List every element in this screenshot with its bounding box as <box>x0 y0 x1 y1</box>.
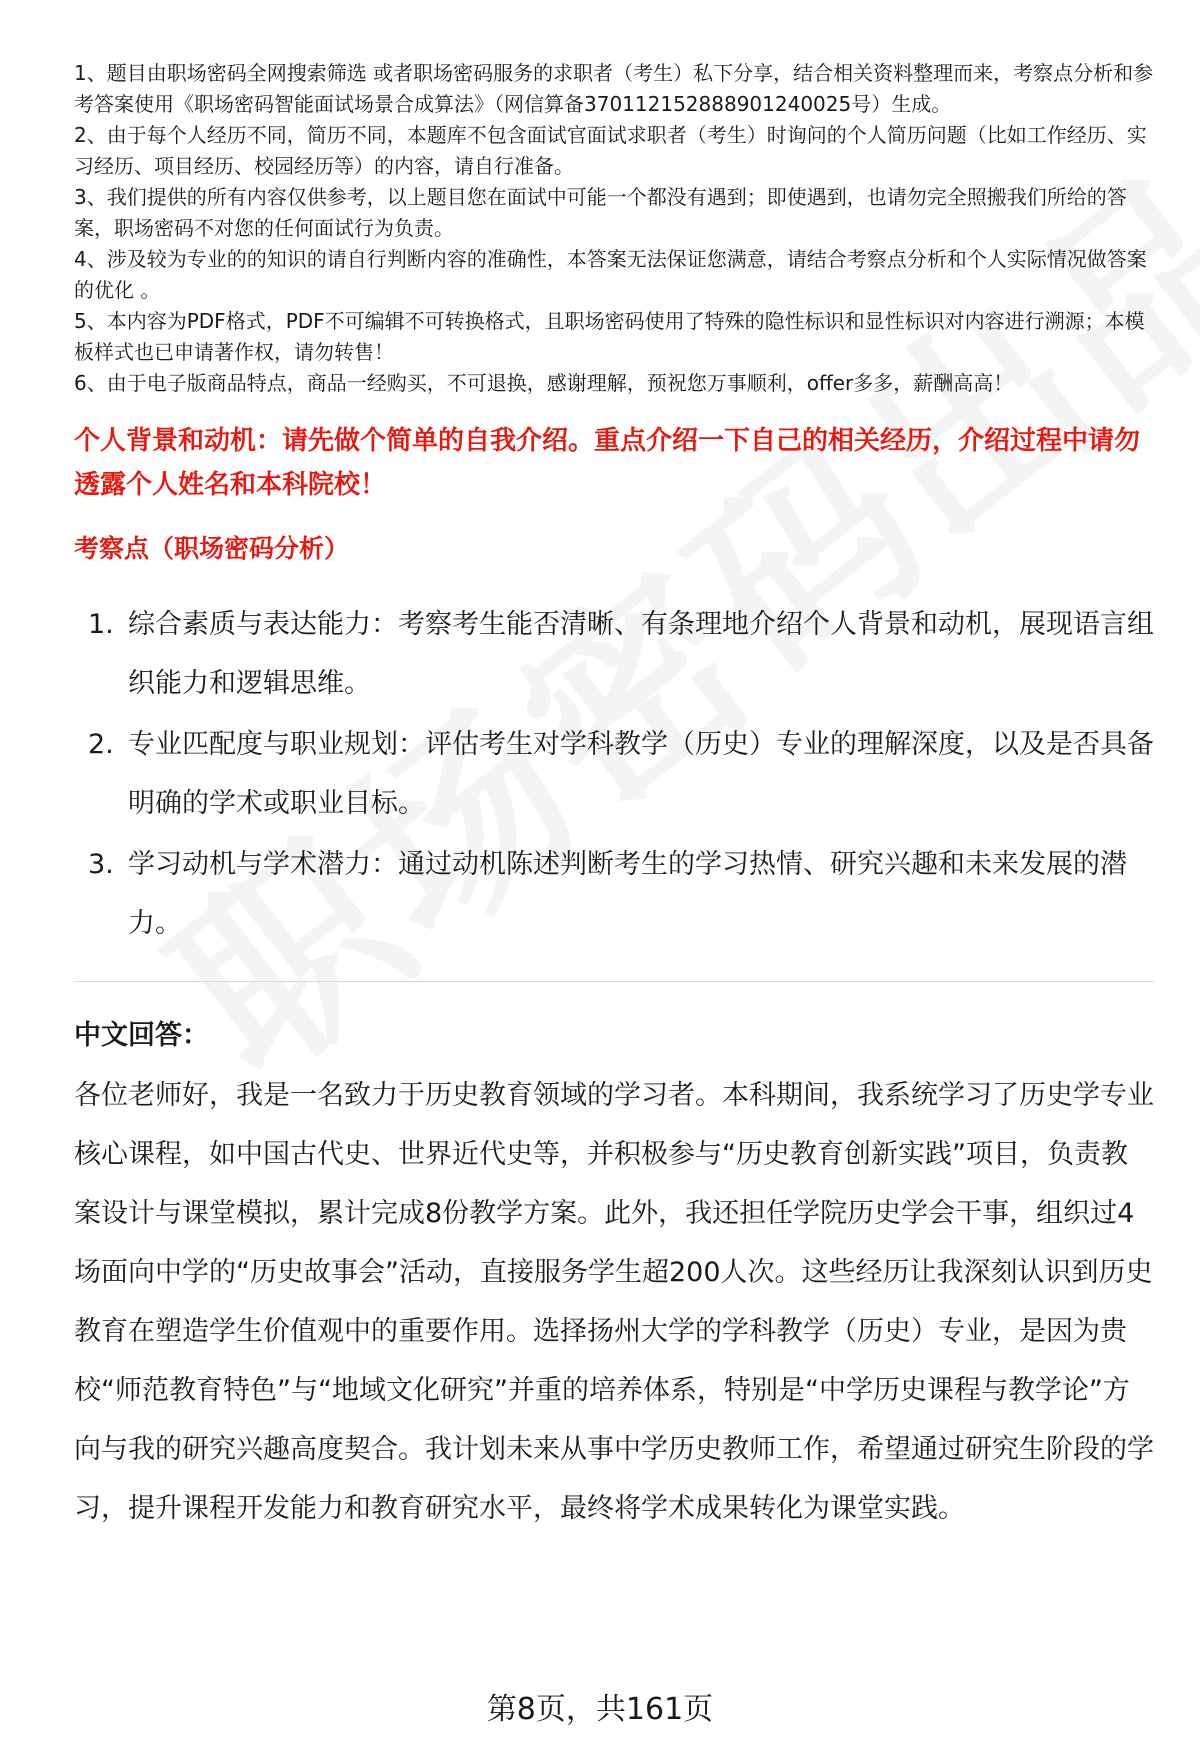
interview-question: 个人背景和动机：请先做个简单的自我介绍。重点介绍一下自己的相关经历，介绍过程中请勿透露个人姓名和本科院校！ <box>74 426 1141 500</box>
point-text: 综合素质与表达能力：考察考生能否清晰、有条理地介绍个人背景和动机，展现语言组织能力和逻辑思维。 <box>128 609 1154 699</box>
disclaimer-note: 1、题目由职场密码全网搜索筛选 或者职场密码服务的求职者（考生）私下分享，结合相关资料整理而来，考察点分析和参考答案使用《职场密码智能面试场景合成算法》（网信算备370112152888901240025号）生成。 <box>74 61 1154 116</box>
disclaimer-note: 6、由于电子版商品特点，商品一经购买，不可退换，感谢理解，预祝您万事顺利，offer多多，薪酬高高！ <box>74 371 1014 395</box>
analysis-point <box>74 835 1154 953</box>
document-page <box>74 58 1154 1538</box>
disclaimer-note: 2、由于每个人经历不同，简历不同，本题库不包含面试官面试求职者（考生）时询问的个人简历问题（比如工作经历、实习经历、项目经历、校园经历等）的内容，请自行准备。 <box>74 123 1147 178</box>
point-number: 3. <box>88 849 114 880</box>
point-text: 专业匹配度与职业规划：评估考生对学科教学（历史）专业的理解深度，以及是否具备明确的学术或职业目标。 <box>128 729 1154 819</box>
answer-title: 中文回答： <box>74 1020 209 1051</box>
disclaimer-note: 4、涉及较为专业的的知识的请自行判断内容的准确性，本答案无法保证您满意，请结合考察点分析和个人实际情况做答案的优化 。 <box>74 247 1147 302</box>
page-number-footer: 第8页，共161页 <box>486 1692 714 1727</box>
point-number: 2. <box>88 729 114 760</box>
analysis-points-list <box>74 595 1154 953</box>
point-text: 学习动机与学术潜力：通过动机陈述判断考生的学习热情、研究兴趣和未来发展的潜力。 <box>128 849 1127 939</box>
answer-body: 各位老师好，我是一名致力于历史教育领域的学习者。本科期间，我系统学习了历史学专业核心课程，如中国古代史、世界近代史等，并积极参与“历史教育创新实践”项目，负责教案设计与课堂模拟，累计完成8份教学方案。此外，我还担任学院历史学会干事，组织过4场面向中学的“历史故事会”活动，直接服务学生超200人次。这些经历让我深刻认识到历史教育在塑造学生价值观中的重要作用。选择扬州大学的学科教学（历史）专业，是因为贵校“师范教育特色”与“地域文化研究”并重的培养体系，特别是“中学历史课程与教学论”方向与我的研究兴趣高度契合。我计划未来从事中学历史教师工作，希望通过研究生阶段的学习，提升课程开发能力和教育研究水平，最终将学术成果转化为课堂实践。 <box>74 1080 1154 1524</box>
disclaimer-note: 5、本内容为PDF格式，PDF不可编辑不可转换格式，且职场密码使用了特殊的隐性标识和显性标识对内容进行溯源；本模板样式也已申请著作权，请勿转售！ <box>74 309 1145 364</box>
section-divider <box>74 981 1154 982</box>
analysis-point <box>74 595 1154 713</box>
analysis-section-title: 考察点（职场密码分析） <box>74 534 350 563</box>
point-number: 1. <box>88 609 114 640</box>
disclaimer-notes <box>74 58 1154 399</box>
analysis-point <box>74 715 1154 833</box>
disclaimer-note: 3、我们提供的所有内容仅供参考，以上题目您在面试中可能一个都没有遇到；即使遇到，也请勿完全照搬我们所给的答案，职场密码不对您的任何面试行为负责。 <box>74 185 1127 240</box>
